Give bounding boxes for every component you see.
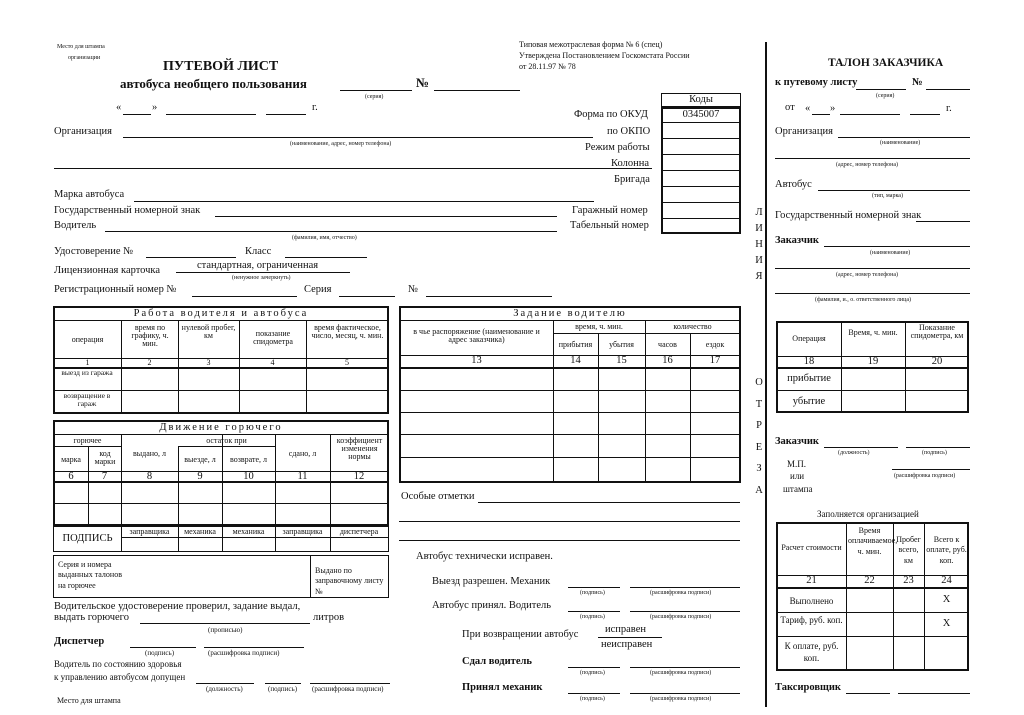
- return-bad[interactable]: неисправен: [601, 639, 653, 650]
- okud-value: 0345007: [682, 109, 720, 120]
- calc-x-2: Х: [942, 618, 951, 629]
- task-group-time: время, ч. мин.: [575, 322, 623, 331]
- mech-sign-field[interactable]: [568, 693, 620, 694]
- organization-label: Организация: [54, 126, 112, 137]
- signature-label: ПОДПИСЬ: [62, 533, 113, 544]
- calc-col-cost: Расчет стоимости: [781, 543, 842, 552]
- dispatcher-decode-field[interactable]: [204, 647, 304, 648]
- work-col-actual: время фактическое, число, месяц, ч. мин.: [311, 323, 384, 340]
- talon-org-field[interactable]: [838, 137, 970, 138]
- handed-sign-field[interactable]: [568, 667, 620, 668]
- return-ok[interactable]: исправен: [605, 624, 646, 635]
- calc-x-1: Х: [942, 594, 951, 605]
- series-field[interactable]: [340, 90, 412, 91]
- talon-series-caption: (серия): [876, 93, 895, 99]
- taxi-decode-field[interactable]: [898, 693, 970, 694]
- bus-accepted-label: Автобус принял. Водитель: [432, 600, 552, 611]
- sig-role-1: заправщика: [129, 527, 170, 536]
- talon-org-fill: Заполняется организацией: [817, 509, 919, 519]
- accepted-driver-decode-field[interactable]: [630, 611, 740, 612]
- calc-row-tariff: Тариф, руб. коп.: [780, 615, 843, 625]
- fuel-col-brand: марка: [61, 455, 81, 464]
- calc-col-time: Время оплачиваемое, ч. мин.: [848, 526, 898, 556]
- talon-customer-caption3: (фамилия, и., о. ответственного лица): [815, 297, 911, 303]
- cut-line-word-line: Л И Н И Я: [755, 207, 763, 282]
- fuel-table-title: Движение горючего: [159, 422, 283, 433]
- work-row-exit: выезд из гаража: [61, 368, 113, 377]
- accepted-driver-sign-field[interactable]: [568, 611, 620, 612]
- talon-num-18: 18: [803, 356, 815, 367]
- task-sub-hours: часов: [658, 340, 677, 349]
- bus-ok-label: Автобус технически исправен.: [416, 551, 553, 562]
- reg-series-field[interactable]: [339, 296, 395, 297]
- bus-brand-label: Марка автобуса: [54, 189, 125, 200]
- fuel-num-9: 9: [197, 471, 203, 482]
- reg-number2-field[interactable]: [426, 296, 552, 297]
- talon-col-time: Время, ч. мин.: [848, 328, 898, 337]
- license-card-field[interactable]: [176, 272, 350, 273]
- certificate-label: Удостоверение №: [54, 246, 134, 257]
- coupons-right: Выдано по заправочному листу №: [315, 566, 384, 596]
- work-mode-label: Режим работы: [585, 142, 650, 153]
- exit-mech-sign-field[interactable]: [568, 587, 620, 588]
- health-decode-field[interactable]: [310, 683, 390, 684]
- fuel-col-handed: сдано, л: [288, 449, 317, 458]
- talon-position-field[interactable]: [824, 447, 898, 448]
- license-card-caption: (ненужное зачеркнуть): [232, 275, 291, 281]
- fuel-num-7: 7: [101, 471, 108, 482]
- task-table-title: Задание водителю: [513, 308, 627, 319]
- organization-field-2[interactable]: [54, 168, 652, 169]
- calc-row-done: Выполнено: [789, 596, 834, 606]
- health-line-1: Водитель по состоянию здоровья: [54, 659, 182, 669]
- brigade-label: Бригада: [614, 174, 650, 185]
- tabel-no-label: Табельный номер: [570, 220, 649, 231]
- special-marks-field-3[interactable]: [399, 540, 740, 541]
- talon-from: от: [785, 102, 795, 113]
- fuel-col-issued: выдано, л: [132, 449, 167, 458]
- work-col-zero-run: нулевой пробег, км: [181, 323, 236, 340]
- task-sub-arrival: прибытия: [558, 340, 593, 349]
- driver-field[interactable]: [105, 231, 557, 232]
- talon-bus-label: Автобус: [775, 179, 812, 190]
- date-year-suffix: г.: [312, 102, 318, 113]
- fuel-num-12: 12: [353, 471, 365, 482]
- fuel-col-exit: выезде, л: [184, 455, 216, 464]
- dispatcher-label: Диспетчер: [54, 636, 105, 647]
- health-sign-field[interactable]: [265, 683, 301, 684]
- work-num-1: 1: [85, 358, 90, 367]
- talon-organization-label: Организация: [775, 126, 833, 137]
- codes-header: Коды: [689, 94, 713, 105]
- sig-role-2: механика: [184, 527, 216, 536]
- talon-year-field[interactable]: [910, 114, 940, 115]
- coupons-left: Серия и номера выданных талонов на горючее: [58, 560, 122, 590]
- talon-num-20: 20: [931, 356, 943, 367]
- talon-num-19: 19: [867, 356, 879, 367]
- talon-sign-field[interactable]: [906, 447, 970, 448]
- handed-decode-field[interactable]: [630, 667, 740, 668]
- mech-decode-caption: (расшифровка подписи): [650, 696, 712, 702]
- work-table-title: Работа водителя и автобуса: [133, 308, 309, 319]
- garage-no-label: Гаражный номер: [572, 205, 648, 216]
- reg-number-field[interactable]: [192, 296, 297, 297]
- reg-plate-field[interactable]: [215, 216, 557, 217]
- fuel-group-fuel: горючее: [73, 436, 102, 445]
- talon-plate-label: Государственный номерной знак: [775, 210, 922, 221]
- task-sub-departure: убытия: [609, 340, 634, 349]
- work-col-schedule: время по графику, ч. мин.: [131, 323, 169, 348]
- class-label: Класс: [245, 246, 272, 257]
- reg-number-label: Регистрационный номер №: [54, 284, 177, 295]
- mech-sign-caption: (подпись): [580, 696, 605, 702]
- calc-col-run: Пробег всего, км: [896, 535, 921, 565]
- series-caption: (серия): [365, 94, 384, 100]
- talon-col-operation: Операция: [792, 334, 826, 343]
- talon-org-field-2[interactable]: [775, 158, 970, 159]
- fuel-num-8: 8: [146, 471, 153, 482]
- accepted-decode-caption: (расшифровка подписи): [650, 614, 712, 620]
- exit-allowed-label: Выезд разрешен. Механик: [432, 576, 551, 587]
- date-close-quote: »: [152, 102, 158, 113]
- okpo-label: по ОКПО: [607, 126, 651, 137]
- talon-customer-field-3[interactable]: [775, 293, 970, 294]
- exit-sign-caption: (подпись): [580, 590, 605, 596]
- calc-num-24: 24: [941, 575, 952, 586]
- liters-caption: (прописью): [208, 626, 243, 634]
- organization-field[interactable]: [123, 137, 593, 138]
- reg-number-sign: №: [408, 284, 419, 295]
- stamp-place-label-2: организации: [68, 55, 101, 61]
- number-sign: №: [416, 75, 430, 90]
- sig-role-4: заправщика: [282, 527, 323, 536]
- exit-decode-caption: (расшифровка подписи): [650, 590, 712, 596]
- accepted-mech-label: Принял механик: [462, 682, 543, 693]
- talon-number-field[interactable]: [926, 89, 970, 90]
- talon-open-quote: «: [805, 103, 811, 114]
- fuel-num-11: 11: [297, 471, 308, 482]
- fuel-amount-field[interactable]: [140, 623, 310, 624]
- work-col-speedometer: показание спидометра: [253, 329, 293, 346]
- date-day-field[interactable]: [123, 114, 151, 115]
- form-info-3: от 28.11.97 № 78: [519, 62, 576, 71]
- calc-num-23: 23: [903, 575, 914, 586]
- class-field[interactable]: [285, 257, 367, 258]
- number-field[interactable]: [434, 90, 520, 91]
- talon-taxi-label: Таксировщик: [775, 682, 841, 693]
- talon-org-caption2: (адрес, номер телефона): [836, 162, 899, 168]
- talon-close-quote: »: [830, 103, 836, 114]
- license-card-value: стандартная, ограниченная: [197, 260, 319, 271]
- special-marks-field-2[interactable]: [399, 521, 740, 522]
- talon-org-caption1: (наименование): [880, 140, 921, 146]
- task-num-14: 14: [570, 355, 581, 366]
- handed-driver-label: Сдал водитель: [462, 656, 532, 667]
- page-title: ПУТЕВОЙ ЛИСТ: [163, 59, 279, 74]
- form-info-1: Типовая межотраслевая форма № 6 (спец): [519, 40, 663, 49]
- talon-row-departure: убытие: [792, 396, 826, 407]
- health-position-field[interactable]: [196, 683, 254, 684]
- talon-stamp-3: штампа: [783, 484, 813, 494]
- talon-customer-sign-label: Заказчик: [775, 436, 819, 447]
- task-num-13: 13: [471, 355, 482, 366]
- date-year-field[interactable]: [266, 114, 306, 115]
- work-row-return: возвращение в гараж: [63, 391, 111, 408]
- date-open-quote: «: [116, 102, 122, 113]
- task-col-disposal: в чье распоряжение (наименование и адрес заказчика): [413, 327, 540, 344]
- special-marks-field-1[interactable]: [478, 502, 740, 503]
- mech-decode-field[interactable]: [630, 693, 740, 694]
- dispatcher-sign-field[interactable]: [130, 647, 196, 648]
- task-num-16: 16: [662, 355, 673, 366]
- talon-plate-field[interactable]: [916, 221, 970, 222]
- fuel-num-6: 6: [68, 471, 74, 482]
- health-caption-decode: (расшифровка подписи): [312, 685, 384, 693]
- talon-stamp-1: М.П.: [787, 459, 807, 469]
- driver-label: Водитель: [54, 220, 97, 231]
- talon-bus-caption: (тип, марка): [872, 193, 903, 199]
- reg-series-label: Серия: [304, 284, 332, 295]
- talon-stamp-2: или: [790, 471, 805, 481]
- fuel-col-coef: коэффициент изменения нормы: [336, 436, 383, 461]
- dispatcher-sign-caption: (подпись): [145, 649, 175, 657]
- talon-title: ТАЛОН ЗАКАЗЧИКА: [828, 57, 944, 69]
- return-label: При возвращении автобус: [462, 629, 579, 640]
- license-checked-1: Водительское удостоверение проверил, задание выдал,: [54, 601, 301, 612]
- accepted-sign-caption: (подпись): [580, 614, 605, 620]
- talon-day-field[interactable]: [812, 114, 830, 115]
- work-num-5: 5: [345, 358, 349, 367]
- talon-row-arrival: прибытие: [787, 373, 831, 384]
- talon-customer-label: Заказчик: [775, 235, 819, 246]
- talon-year-suffix: г.: [946, 103, 952, 114]
- talon-sign-caption: (подпись): [922, 450, 947, 456]
- talon-decode-caption: (расшифровка подписи): [894, 473, 956, 479]
- dispatcher-decode-caption: (расшифровка подписи): [208, 649, 280, 657]
- talon-decode-field[interactable]: [892, 469, 970, 470]
- calc-num-22: 22: [864, 575, 875, 586]
- calc-col-total: Всего к оплате, руб. коп.: [926, 535, 967, 565]
- task-num-17: 17: [709, 355, 721, 366]
- fuel-group-rest: остаток при: [206, 436, 247, 445]
- talon-customer-caption2: (адрес, номер телефона): [836, 272, 899, 278]
- fuel-col-code: код марки: [94, 449, 116, 466]
- sig-role-5: диспетчера: [339, 527, 379, 536]
- talon-col-speedometer: Показание спидометра, км: [910, 323, 964, 340]
- liters-label: литров: [313, 612, 345, 623]
- task-sub-trips: ездок: [705, 340, 725, 349]
- work-num-2: 2: [147, 358, 152, 367]
- page-subtitle: автобуса необщего пользования: [120, 76, 307, 91]
- health-line-2: к управлению автобусом допущен: [54, 672, 186, 682]
- talon-month-field[interactable]: [840, 114, 900, 115]
- fuel-col-return: возврате, л: [229, 455, 268, 464]
- special-marks-label: Особые отметки: [401, 491, 475, 502]
- talon-bus-field[interactable]: [818, 190, 970, 191]
- cut-line: [765, 42, 767, 707]
- work-num-3: 3: [206, 358, 211, 367]
- driver-caption: (фамилия, имя, отчество): [292, 235, 357, 241]
- form-info-2: Утверждена Постановлением Госкомстата России: [519, 51, 690, 60]
- license-card-label: Лицензионная карточка: [54, 265, 161, 276]
- task-num-15: 15: [616, 355, 627, 366]
- health-caption-position: (должность): [206, 685, 243, 693]
- organization-caption: (наименование, адрес, номер телефона): [290, 141, 392, 147]
- task-group-qty: количество: [673, 322, 712, 331]
- handed-sign-caption: (подпись): [580, 670, 605, 676]
- exit-mech-decode-field[interactable]: [630, 587, 740, 588]
- stamp-place-bottom: Место для штампа: [57, 696, 121, 705]
- talon-number-sign: №: [912, 77, 923, 88]
- calc-row-to-pay: К оплате, руб. коп.: [784, 641, 839, 663]
- calc-num-21: 21: [806, 575, 817, 586]
- talon-series-field[interactable]: [856, 89, 906, 90]
- handed-decode-caption: (расшифровка подписи): [650, 670, 712, 676]
- license-checked-2: выдать горючего: [54, 612, 129, 623]
- bus-brand-field[interactable]: [134, 201, 594, 202]
- okud-label: Форма по ОКУД: [574, 109, 648, 120]
- column-label: Колонна: [611, 158, 649, 169]
- taxi-sign-field[interactable]: [846, 693, 890, 694]
- date-month-field[interactable]: [166, 114, 256, 115]
- health-caption-sign: (подпись): [268, 685, 298, 693]
- cut-line-word-cut: О Т Р Е З А: [755, 377, 763, 496]
- reg-plate-label: Государственный номерной знак: [54, 205, 201, 216]
- certificate-field[interactable]: [146, 257, 236, 258]
- sig-role-3: механика: [232, 527, 265, 536]
- talon-customer-field[interactable]: [824, 246, 970, 247]
- work-num-4: 4: [270, 358, 275, 367]
- talon-position-caption: (должность): [838, 450, 870, 456]
- work-col-operation: операция: [71, 335, 104, 344]
- talon-to-list: к путевому листу: [775, 77, 858, 88]
- stamp-place-label: Место для штампа: [57, 44, 105, 50]
- fuel-num-10: 10: [243, 471, 254, 482]
- talon-customer-field-2[interactable]: [775, 268, 970, 269]
- talon-customer-caption1: (наименование): [870, 250, 911, 256]
